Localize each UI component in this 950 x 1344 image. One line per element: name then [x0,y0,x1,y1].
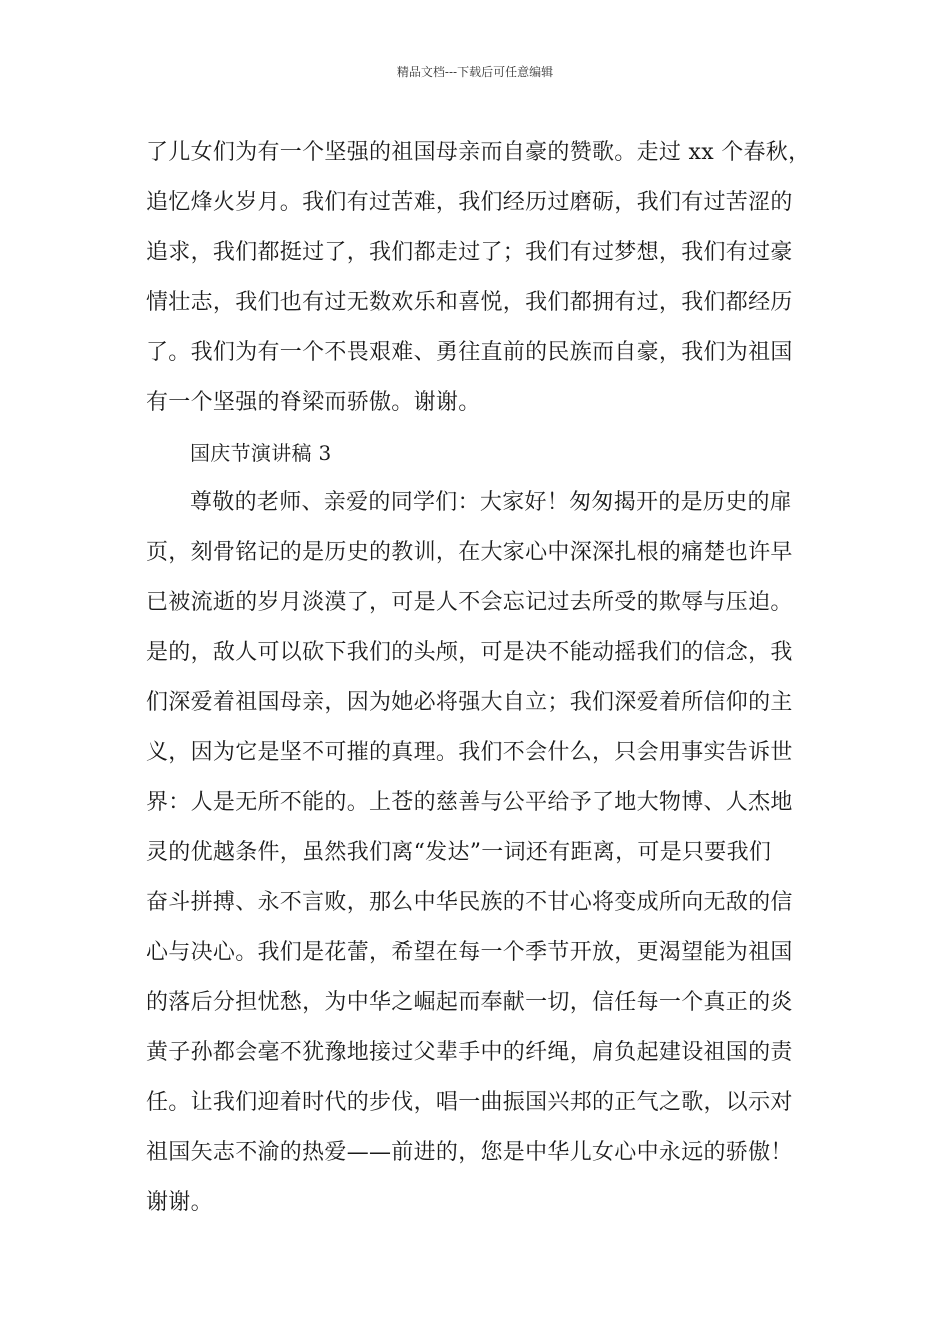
text-line: 的落后分担忧愁，为中华之崛起而奉献一切，信任每一个真正的炎 [146,990,793,1015]
text-line: 追求，我们都挺过了，我们都走过了；我们有过梦想，我们有过豪 [146,240,793,265]
text-line: 尊敬的老师、亲爱的同学们：大家好！匆匆揭开的是历史的扉 [190,490,793,515]
text-line: 灵的优越条件，虽然我们离“发达”一词还有距离，可是只要我们 [146,840,772,865]
text-line: 祖国矢志不渝的热爱——前进的，您是中华儿女心中永远的骄傲！ [146,1140,793,1165]
text-line: 奋斗拼搏、永不言败，那么中华民族的不甘心将变成所向无敌的信 [146,890,793,915]
text-line: 心与决心。我们是花蕾，希望在每一个季节开放，更渴望能为祖国 [146,940,793,965]
document-body [146,128,811,1228]
text-line: 了。我们为有一个不畏艰难、勇往直前的民族而自豪，我们为祖国 [146,340,793,365]
text-line: 情壮志，我们也有过无数欢乐和喜悦，我们都拥有过，我们都经历 [146,290,793,315]
text-line: 有一个坚强的脊梁而骄傲。谢谢。 [146,390,481,415]
section-title: 国庆节演讲稿 3 [190,441,332,465]
text-line: 页，刻骨铭记的是历史的教训，在大家心中深深扎根的痛楚也许早 [146,540,793,565]
text-line: 是的，敌人可以砍下我们的头颅，可是决不能动摇我们的信念，我 [146,640,793,665]
page-header: 精品文档---下载后可任意编辑 [396,65,554,79]
text-line: 已被流逝的岁月淡漠了，可是人不会忘记过去所受的欺辱与压迫。 [146,590,793,615]
text-line: 追忆烽火岁月。我们有过苦难，我们经历过磨砺，我们有过苦涩的 [146,190,793,215]
text-line: 界：人是无所不能的。上苍的慈善与公平给予了地大物博、人杰地 [146,790,793,815]
text-line: 黄子孙都会毫不犹豫地接过父辈手中的纤绳，肩负起建设祖国的责 [146,1040,793,1065]
paragraph-2 [146,478,806,1228]
text-line: 谢谢。 [146,1190,213,1215]
text-line: 义，因为它是坚不可摧的真理。我们不会什么，只会用事实告诉世 [146,740,793,765]
text-line: 了儿女们为有一个坚强的祖国母亲而自豪的赞歌。走过 xx 个春秋， [146,140,811,165]
text-line: 们深爱着祖国母亲，因为她必将强大自立；我们深爱着所信仰的主 [146,690,793,715]
text-line: 任。让我们迎着时代的步伐，唱一曲振国兴邦的正气之歌，以示对 [146,1090,793,1115]
paragraph-1 [146,128,811,428]
